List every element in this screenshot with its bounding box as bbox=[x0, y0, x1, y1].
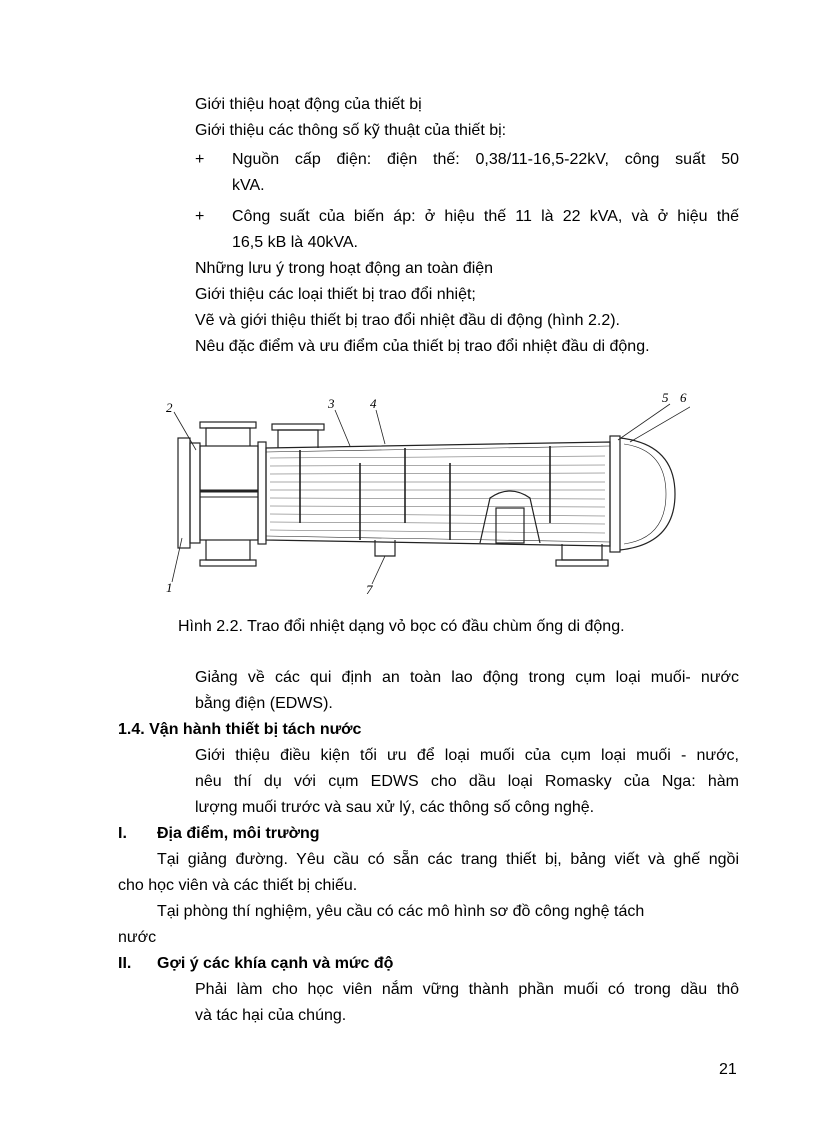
baffles bbox=[300, 446, 550, 540]
channel-head bbox=[200, 446, 258, 540]
safety-line-1: Giảng về các qui định an toàn lao động trong cụm loại muối- nước bbox=[195, 669, 739, 686]
part-label: 1 bbox=[166, 580, 173, 595]
section-14-line-2: nêu thí dụ với cụm EDWS cho dầu loại Romasky của Nga: hàm bbox=[195, 773, 739, 790]
intro-line-1: Giới thiệu hoạt động của thiết bị bbox=[195, 96, 422, 113]
top-nozzle-inlet bbox=[206, 428, 250, 446]
part-label: 2 bbox=[166, 400, 173, 415]
page-number: 21 bbox=[719, 1061, 737, 1078]
bullet-marker: + bbox=[195, 151, 205, 168]
tube-bundle bbox=[270, 456, 605, 533]
support-block bbox=[496, 508, 524, 543]
tube-sheet bbox=[258, 442, 266, 544]
floating-head-cover bbox=[620, 438, 675, 550]
section-I-p2-line-2: nước bbox=[118, 929, 157, 946]
shell-inlet-flange bbox=[272, 424, 324, 430]
safety-line-2: bằng điện (EDWS). bbox=[195, 695, 333, 712]
part-label: 5 bbox=[662, 390, 669, 405]
list-item: Những lưu ý trong hoạt động an toàn điện bbox=[195, 260, 494, 277]
list-item: Giới thiệu các loại thiết bị trao đổi nhiệt; bbox=[195, 286, 476, 303]
section-title: Gợi ý các khía cạnh và mức độ bbox=[157, 955, 394, 972]
figure-caption: Hình 2.2. Trao đổi nhiệt dạng vỏ bọc có đầu chùm ống di động. bbox=[178, 618, 625, 635]
floating-head-flange bbox=[610, 436, 620, 552]
section-number: I. bbox=[118, 825, 127, 842]
section-heading: 1.4. Vận hành thiết bị tách nước bbox=[118, 721, 362, 738]
bullet-1-line-2: kVA. bbox=[232, 177, 265, 194]
part-label: 6 bbox=[680, 390, 687, 405]
part-label: 3 bbox=[328, 396, 335, 411]
left-flange bbox=[178, 438, 190, 548]
section-II-line-2: và tác hại của chúng. bbox=[195, 1007, 347, 1024]
section-title: Địa điểm, môi trường bbox=[157, 825, 320, 842]
list-item: Vẽ và giới thiệu thiết bị trao đổi nhiệt đầu di động (hình 2.2). bbox=[195, 312, 620, 329]
bullet-2-line-2: 16,5 kB là 40kVA. bbox=[232, 234, 358, 251]
bottom-nozzle-outlet bbox=[206, 540, 250, 560]
section-14-line-1: Giới thiệu điều kiện tối ưu để loại muối của cụm loại muối - nước, bbox=[195, 747, 739, 764]
list-item: Nêu đặc điểm và ưu điểm của thiết bị trao đổi nhiệt đầu di động. bbox=[195, 338, 650, 355]
section-I-p1-line-1: Tại giảng đường. Yêu cầu có sẵn các trang thiết bị, bảng viết và ghế ngồi bbox=[157, 851, 739, 868]
shell-inlet-nozzle bbox=[278, 430, 318, 448]
bullet-marker: + bbox=[195, 208, 205, 225]
section-I-p2-line-1: Tại phòng thí nghiệm, yêu cầu có các mô hình sơ đồ công nghệ tách bbox=[157, 903, 645, 920]
section-number: II. bbox=[118, 955, 132, 972]
part-label: 4 bbox=[370, 396, 377, 411]
shell-outlet-nozzle bbox=[562, 544, 602, 560]
left-flange-inner bbox=[190, 443, 200, 543]
section-II-line-1: Phải làm cho học viên nắm vững thành phần muối có trong dầu thô bbox=[195, 981, 739, 998]
shell-outlet-flange bbox=[556, 560, 608, 566]
bullet-2-line-1: Công suất của biến áp: ở hiệu thế 11 là 22 kVA, và ở hiệu thế bbox=[232, 208, 739, 225]
section-14-line-3: lượng muối trước và sau xử lý, các thông số công nghệ. bbox=[195, 799, 595, 816]
floating-head-inner bbox=[624, 444, 666, 544]
heat-exchanger-figure bbox=[150, 388, 690, 600]
top-nozzle-flange bbox=[200, 422, 256, 428]
part-label: 7 bbox=[366, 582, 373, 597]
bottom-nozzle-flange bbox=[200, 560, 256, 566]
bullet-1-line-1: Nguồn cấp điện: điện thế: 0,38/11-16,5-22kV, công suất 50 bbox=[232, 151, 739, 168]
intro-line-2: Giới thiệu các thông số kỹ thuật của thiết bị: bbox=[195, 122, 507, 139]
section-I-p1-line-2: cho học viên và các thiết bị chiếu. bbox=[118, 877, 358, 894]
